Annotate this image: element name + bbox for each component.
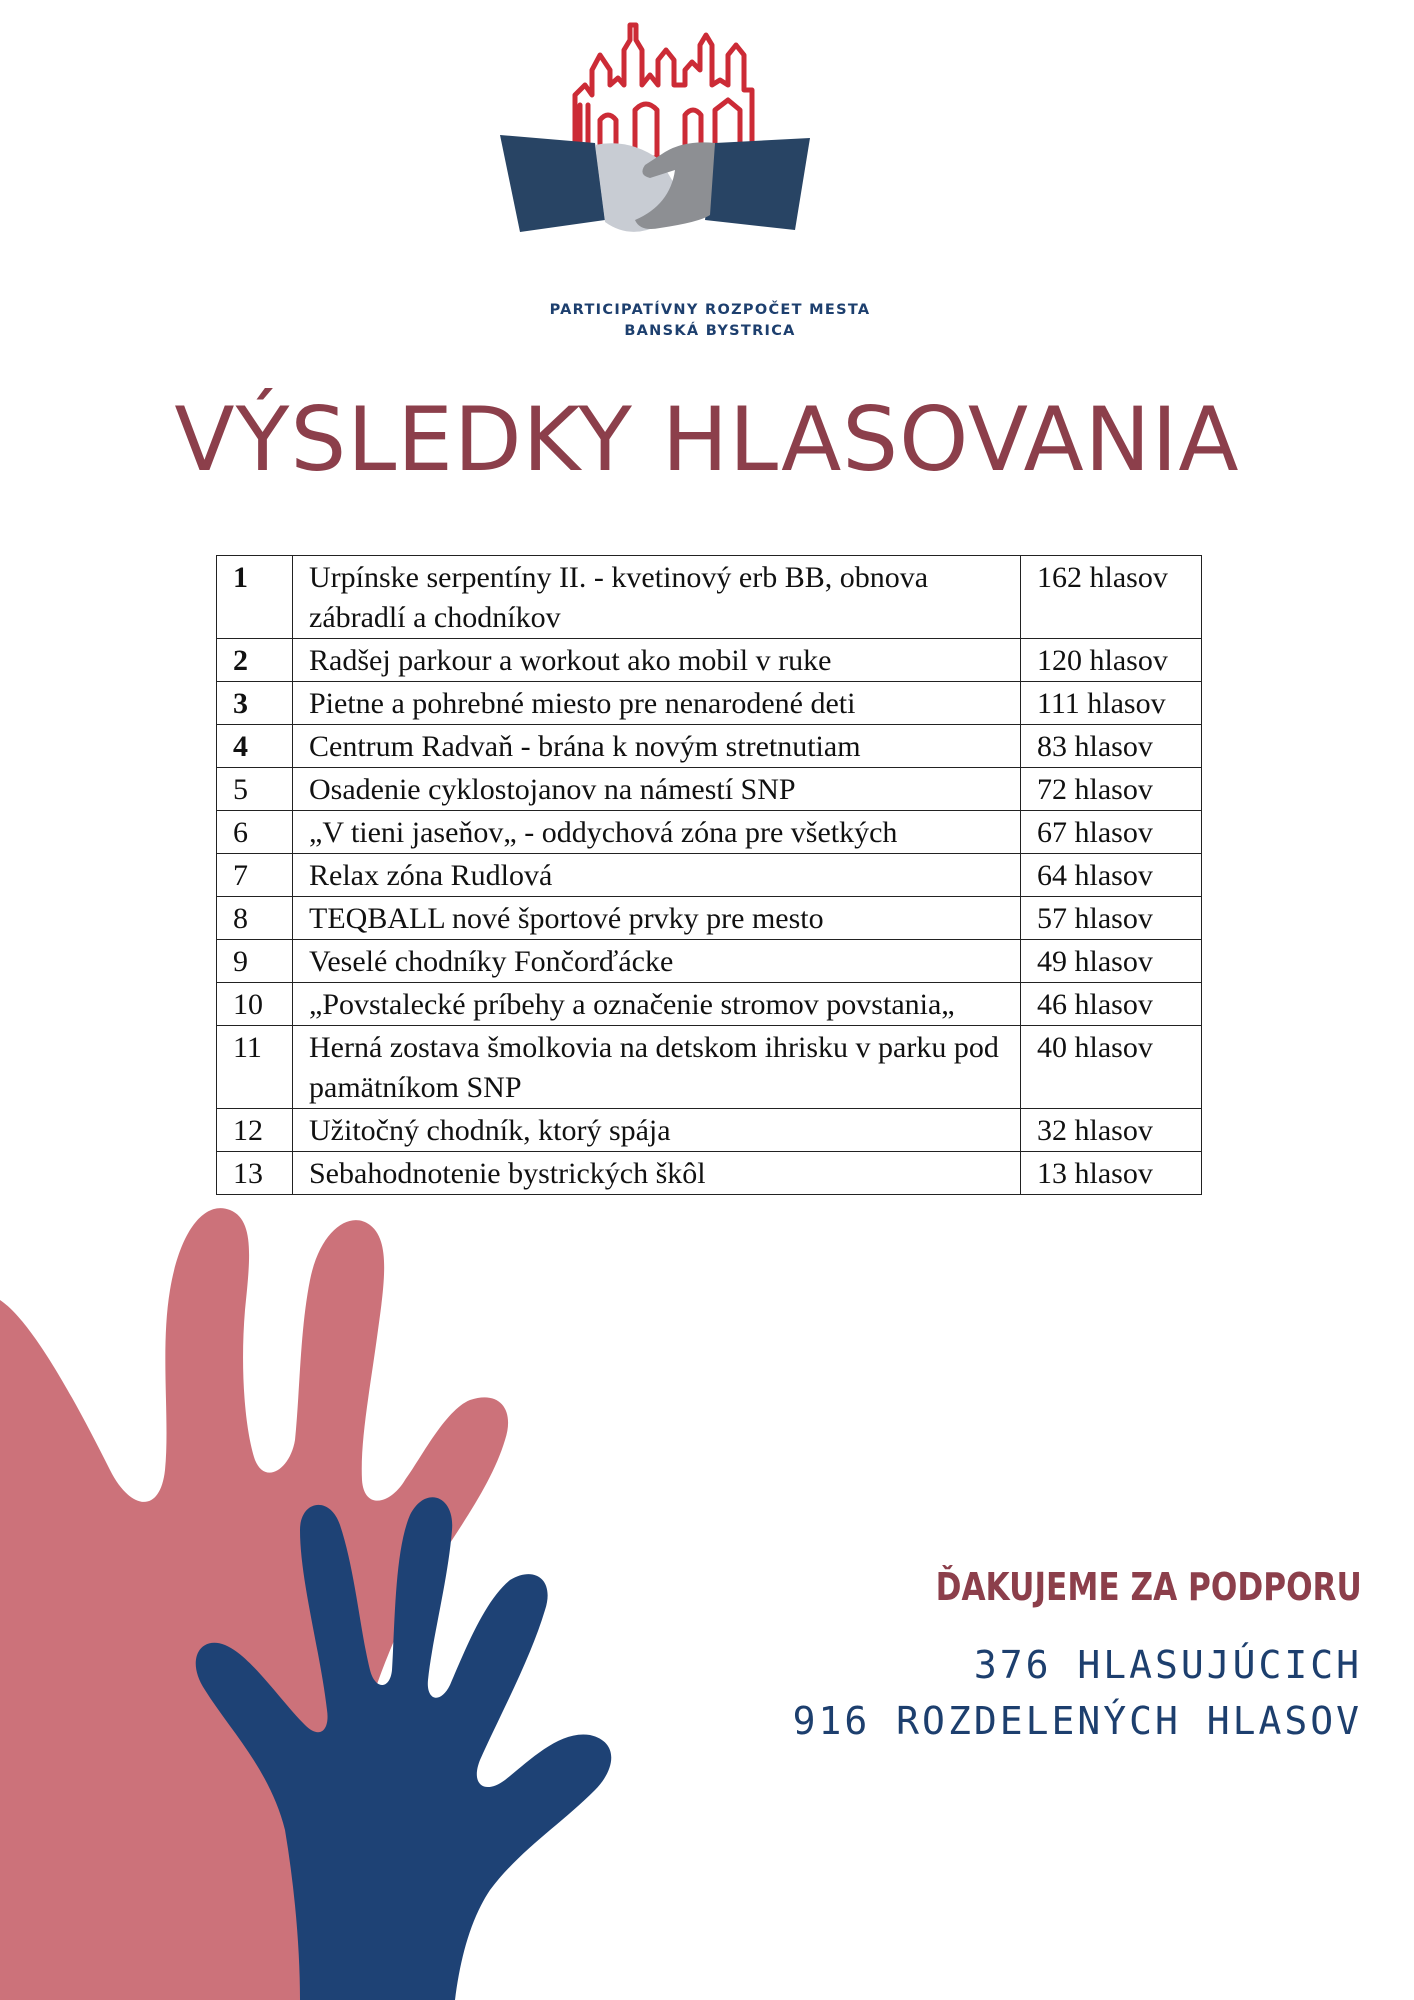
votes-cell: 162 hlasov	[1021, 556, 1202, 639]
rank-cell: 1	[217, 556, 293, 639]
rank-cell: 11	[217, 1026, 293, 1109]
table-row	[217, 725, 1202, 768]
project-cell: Veselé chodníky Fončorďácke	[293, 940, 1021, 983]
project-cell: Pietne a pohrebné miesto pre nenarodené deti	[293, 682, 1021, 725]
votes-cell: 40 hlasov	[1021, 1026, 1202, 1109]
table-row	[217, 1109, 1202, 1152]
logo-caption-line1: PARTICIPATÍVNY ROZPOČET MESTA	[549, 302, 871, 318]
results-table-body	[217, 556, 1202, 1195]
rank-cell: 2	[217, 639, 293, 682]
page-title: VÝSLEDKY HLASOVANIA	[174, 388, 1240, 491]
results-table	[216, 555, 1202, 1195]
thanks-heading: ĎAKUJEME ZA PODPORU	[935, 1565, 1362, 1609]
project-cell: Užitočný chodník, ktorý spája	[293, 1109, 1021, 1152]
project-cell: Urpínske serpentíny II. - kvetinový erb BB, obnova zábradlí a chodníkov	[293, 556, 1021, 639]
rank-cell: 3	[217, 682, 293, 725]
rank-cell: 6	[217, 811, 293, 854]
table-row	[217, 639, 1202, 682]
rank-cell: 5	[217, 768, 293, 811]
project-cell: Relax zóna Rudlová	[293, 854, 1021, 897]
votes-cell: 72 hlasov	[1021, 768, 1202, 811]
table-row	[217, 682, 1202, 725]
votes-cell: 46 hlasov	[1021, 983, 1202, 1026]
project-cell: Sebahodnotenie bystrických škôl	[293, 1152, 1021, 1195]
logo-caption	[480, 300, 940, 342]
rank-cell: 8	[217, 897, 293, 940]
table-row	[217, 768, 1202, 811]
votes-cell: 67 hlasov	[1021, 811, 1202, 854]
table-row	[217, 983, 1202, 1026]
votes-cell: 111 hlasov	[1021, 682, 1202, 725]
rank-cell: 9	[217, 940, 293, 983]
rank-cell: 10	[217, 983, 293, 1026]
votes-cell: 83 hlasov	[1021, 725, 1202, 768]
votes-cell: 13 hlasov	[1021, 1152, 1202, 1195]
rank-cell: 7	[217, 854, 293, 897]
skyline-handshake-logo-icon	[500, 10, 920, 340]
project-cell: „V tieni jaseňov„ - oddychová zóna pre všetkých	[293, 811, 1021, 854]
votes-cell: 57 hlasov	[1021, 897, 1202, 940]
project-cell: TEQBALL nové športové prvky pre mesto	[293, 897, 1021, 940]
project-cell: „Povstalecké príbehy a označenie stromov povstania„	[293, 983, 1021, 1026]
votes-cell: 49 hlasov	[1021, 940, 1202, 983]
rank-cell: 4	[217, 725, 293, 768]
table-row	[217, 940, 1202, 983]
table-row	[217, 1026, 1202, 1109]
voters-count: 376 HLASUJÚCICH	[973, 1643, 1362, 1687]
project-cell: Radšej parkour a workout ako mobil v ruke	[293, 639, 1021, 682]
votes-cell: 120 hlasov	[1021, 639, 1202, 682]
votes-cast-count: 916 ROZDELENÝCH HLASOV	[792, 1699, 1362, 1743]
table-row	[217, 897, 1202, 940]
project-cell: Osadenie cyklostojanov na námestí SNP	[293, 768, 1021, 811]
table-row	[217, 811, 1202, 854]
votes-cell: 64 hlasov	[1021, 854, 1202, 897]
table-row	[217, 556, 1202, 639]
raised-hands-icon	[0, 1170, 700, 2000]
rank-cell: 13	[217, 1152, 293, 1195]
votes-cell: 32 hlasov	[1021, 1109, 1202, 1152]
rank-cell: 12	[217, 1109, 293, 1152]
project-cell: Centrum Radvaň - brána k novým stretnutiam	[293, 725, 1021, 768]
project-cell: Herná zostava šmolkovia na detskom ihrisku v parku pod pamätníkom SNP	[293, 1026, 1021, 1109]
table-row	[217, 854, 1202, 897]
logo-caption-line2: BANSKÁ BYSTRICA	[624, 323, 796, 339]
